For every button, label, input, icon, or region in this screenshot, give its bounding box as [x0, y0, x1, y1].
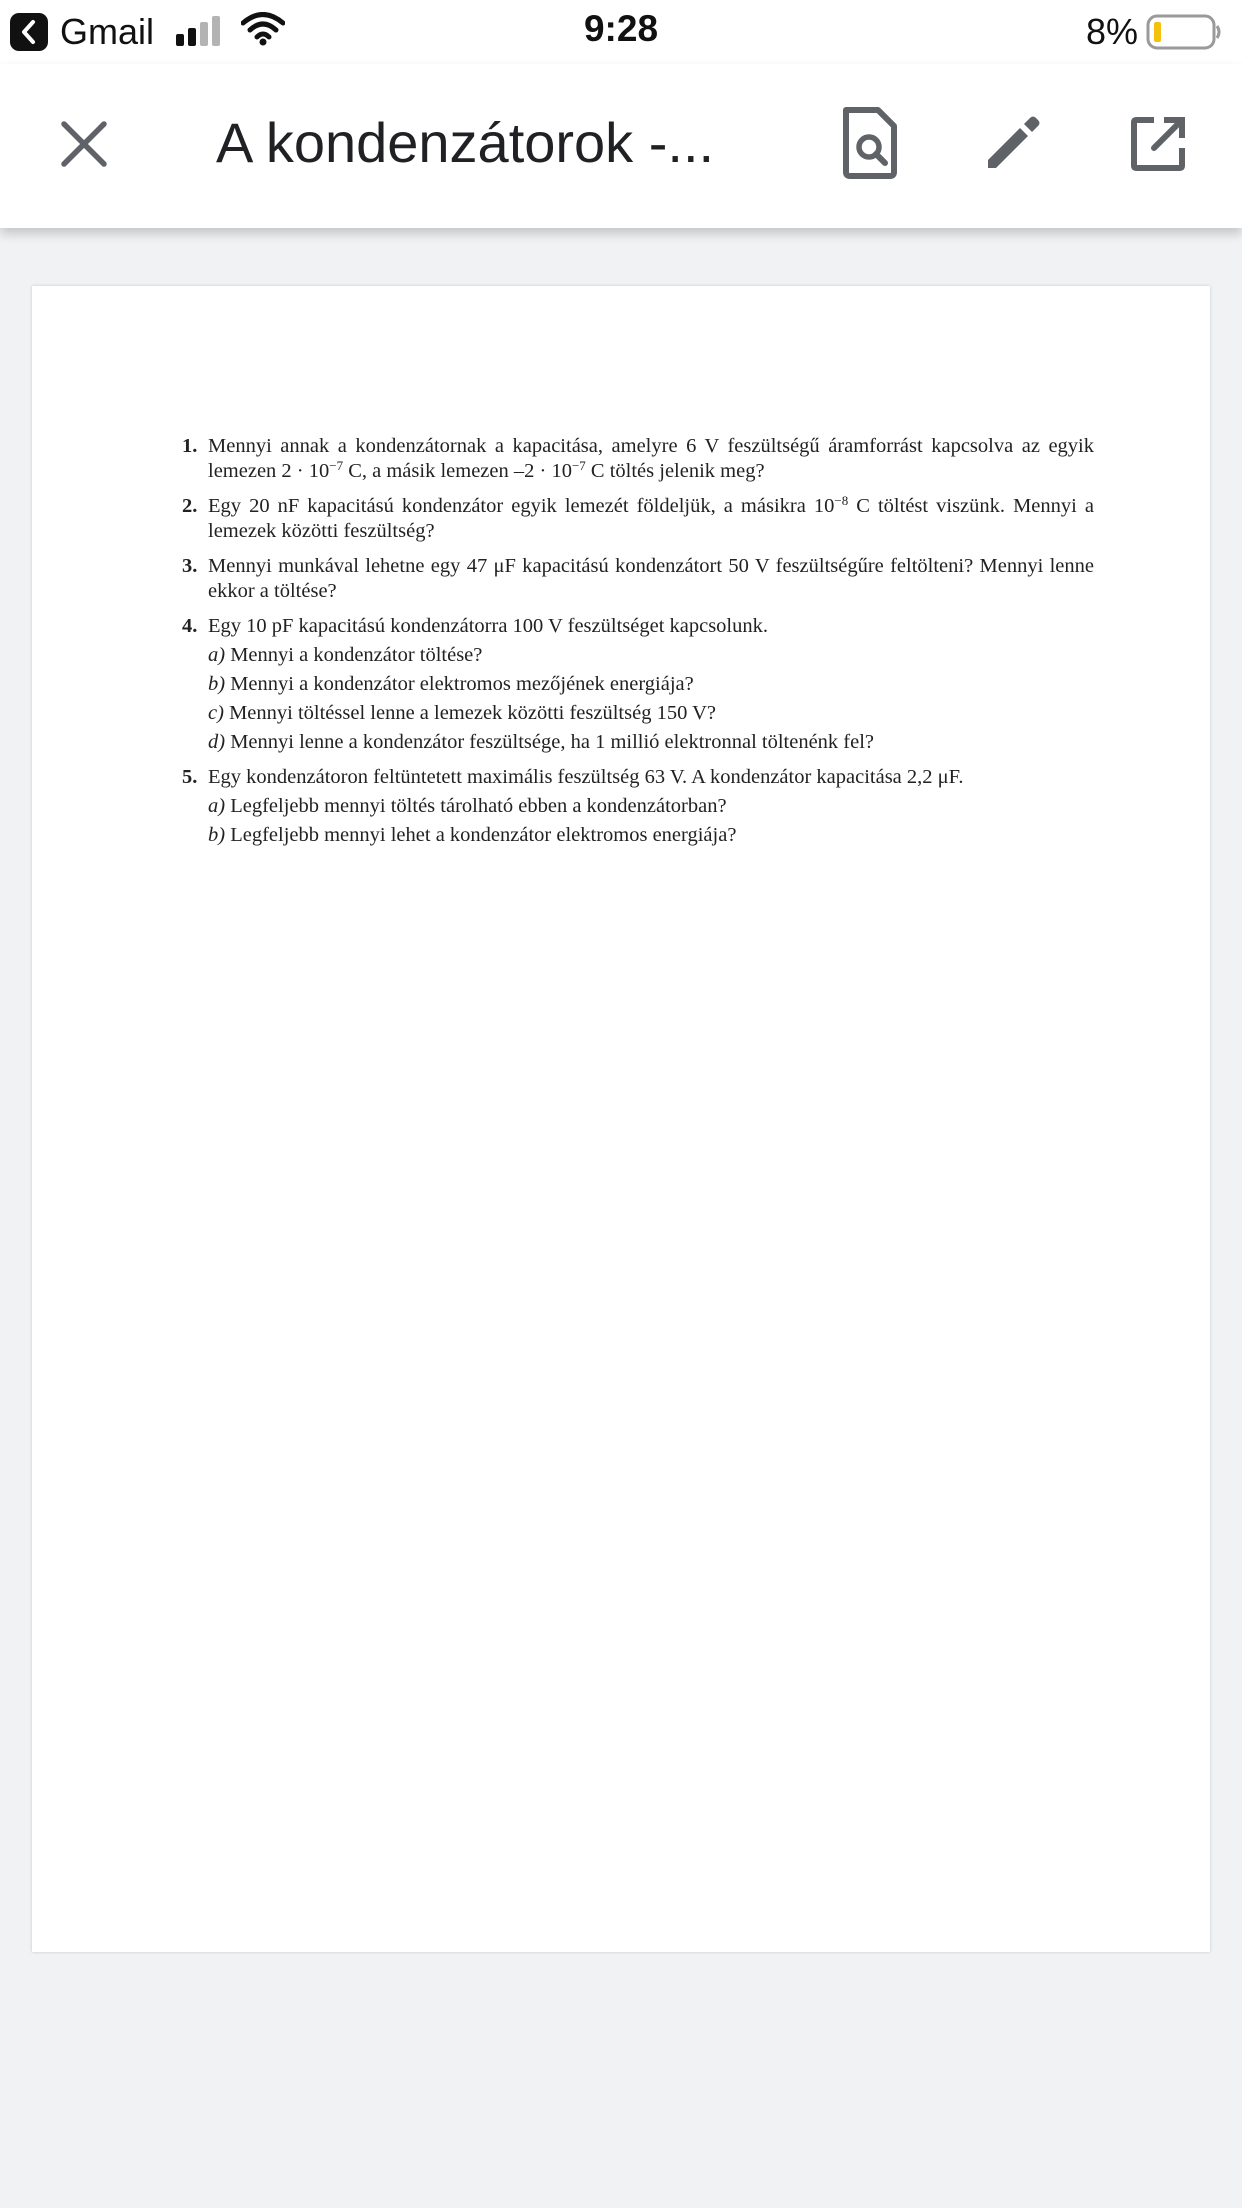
edit-pencil-icon[interactable]: [980, 112, 1044, 176]
app-bar: [0, 64, 1242, 228]
document-title: A kondenzátorok -...: [216, 111, 715, 174]
problem-2: [182, 494, 1094, 544]
battery-percentage: 8%: [1085, 11, 1138, 52]
clock: 9:28: [583, 8, 659, 49]
sub-question-a: a) Mennyi a kondenzátor töltése?: [208, 644, 483, 666]
problem-5: [182, 765, 1094, 848]
open-in-new-icon[interactable]: [1126, 112, 1190, 176]
back-app-label: Gmail: [60, 11, 155, 52]
close-icon[interactable]: [54, 114, 114, 174]
battery-icon: [1146, 14, 1222, 50]
sub-question-c: c) Mennyi töltéssel lenne a lemezek közötti feszültség 150 V?: [208, 702, 716, 724]
sub-question-b: b) Mennyi a kondenzátor elektromos mezőjének energiája?: [208, 673, 694, 695]
problem-text: Mennyi annak a kondenzátornak a kapacitása, amelyre 6 V feszültségű áramforrást kapcsolva az egyik lemezen $2 \cdot 10^{-7}$ C, a másik lemezen $-2 \cdot 10^{-7}$ C töltés jelenik meg?: [208, 435, 1094, 482]
problem-4: [182, 614, 1094, 755]
document-content: [182, 434, 1094, 858]
problem-1: [182, 434, 1094, 484]
problem-text: Mennyi munkával lehetne egy 47 μF kapacitású kondenzátort 50 V feszültségűre feltölteni? Mennyi lenne ekkor a töltése?: [208, 555, 1094, 602]
problem-text: Egy kondenzátoron feltüntetett maximális feszültség 63 V. A kondenzátor kapacitása 2,2 μF.: [208, 766, 964, 788]
problem-3: [182, 554, 1094, 604]
problem-number: 1.: [182, 435, 198, 457]
sub-question-a: a) Legfeljebb mennyi töltés tárolható ebben a kondenzátorban?: [208, 795, 727, 817]
problem-number: 4.: [182, 615, 198, 637]
problem-text: Egy 10 pF kapacitású kondenzátorra 100 V feszültséget kapcsolunk.: [208, 615, 769, 637]
document-page: [32, 286, 1210, 1952]
problem-number: 3.: [182, 555, 198, 577]
find-in-page-icon[interactable]: [840, 106, 900, 180]
sub-question-b: b) Legfeljebb mennyi lehet a kondenzátor elektromos energiája?: [208, 824, 737, 846]
sub-question-d: d) Mennyi lenne a kondenzátor feszültsége, ha 1 millió elektronnal töltenénk fel?: [208, 731, 875, 753]
status-bar: [0, 0, 1242, 64]
problem-text: Egy 20 nF kapacitású kondenzátor egyik lemezét földeljük, a másikra $10^{-8}$ C töltést viszünk. Mennyi a lemezek közötti feszültség?: [208, 493, 1094, 542]
problem-number: 5.: [182, 766, 198, 788]
problem-number: 2.: [182, 495, 198, 517]
